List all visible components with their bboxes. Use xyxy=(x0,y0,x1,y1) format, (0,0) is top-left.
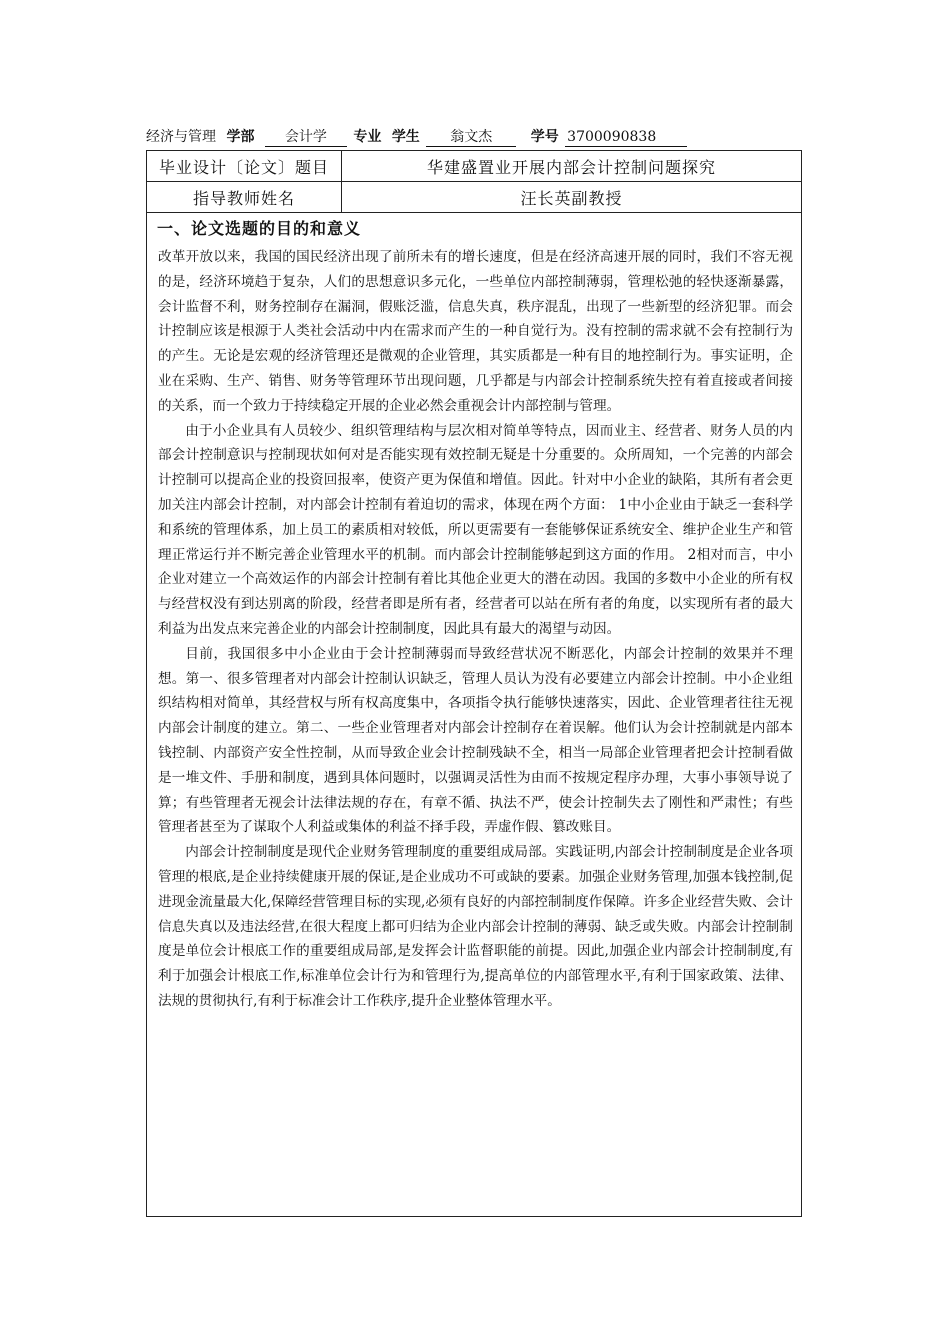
topic-value: 华建盛置业开展内部会计控制问题探究 xyxy=(426,157,716,177)
student-id-label: 学号 xyxy=(530,129,559,145)
paragraph: 改革开放以来，我国的国民经济出现了前所未有的增长速度，但是在经济高速开展的同时，我们不容无视的是，经济环境趋于复杂，人们的思想意识多元化，一些单位内部控制薄弱，管理松弛的轻快逐渐暴露，会计监督不利，财务控制存在漏洞，假账泛滥，信息失真，秩序混乱，出现了一些新型的经济犯罪。而会计控制应该是根源于人类社会活动中内在需求而产生的一种自觉行为。没有控制的需求就不会有控制行为的产生。无论是宏观的经济管理还是微观的企业管理，其实质都是一种有目的地控制行为。事实证明，企业在采购、生产、销售、财务等管理环节出现问题，几乎都是与内部会计控制系统失控有着直接或者间接的关系，而一个致力于持续稳定开展的企业必然会重视会计内部控制与管理。 xyxy=(158,249,793,414)
section-body xyxy=(158,245,793,1014)
major-name: 会计学 xyxy=(265,128,347,147)
paragraph: 由于小企业具有人员较少、组织管理结构与层次相对简单等特点，因而业主、经营者、财务人员的内部会计控制意识与控制现状如何对是否能实现有效控制无疑是十分重要的。众所周知，一个完善的内部会计控制可以提高企业的投资回报率，使资产更为保值和增值。因此。针对中小企业的缺陷，其所有者会更加关注内部会计控制，对内部会计控制有着迫切的需求，体现在两个方面： 1中小企业由于缺乏一套科学和系统的管理体系，加上员工的素质相对较低，所以更需要有一套能够保证系统安全、维护企业生产和管理正常运行并不断完善企业管理水平的机制。而内部会计控制能够起到这方面的作用。 2相对而言，中小企业对建立一个高效运作的内部会计控制有着比其他企业更大的潜在动因。我国的多数中小企业的所有权与经营权没有到达别离的阶段，经营者即是所有者，经营者可以站在所有者的角度，以实现所有者的最大利益为出发点来完善企业的内部会计控制制度，因此具有最大的渴望与动因。 xyxy=(158,422,793,637)
advisor-row xyxy=(147,182,801,213)
thesis-form xyxy=(146,150,802,1217)
advisor-value: 汪长英副教授 xyxy=(520,188,623,208)
student-info-header xyxy=(146,126,806,148)
section-title: 一、论文选题的目的和意义 xyxy=(157,219,362,238)
topic-label: 毕业设计〔论文〕题目 xyxy=(147,151,342,181)
paragraph: 目前，我国很多中小企业由于会计控制薄弱而导致经营状况不断恶化，内部会计控制的效果并不理想。第一、很多管理者对内部会计控制认识缺乏，管理人员认为没有必要建立内部会计控制。中小企业组织结构相对简单，其经营权与所有权高度集中，各项指令执行能够快速落实，因此、企业管理者往往无视内部会计制度的建立。第二、一些企业管理者对内部会计控制存在着误解。他们认为会计控制就是内部本钱控制、内部资产安全性控制，从而导致企业会计控制残缺不全，相当一局部企业管理者把会计控制看做是一堆文件、手册和制度，遇到具体问题时，以强调灵活性为由而不按规定程序办理，大事小事领导说了算；有些管理者无视会计法律法规的存在，有章不循、执法不严，使会计控制失去了刚性和严肃性；有些管理者甚至为了谋取个人利益或集体的利益不择手段，弄虚作假、篡改账目。 xyxy=(158,645,793,836)
student-label: 学生 xyxy=(391,129,420,145)
major-label: 专业 xyxy=(353,129,382,145)
student-name: 翁文杰 xyxy=(426,128,516,147)
school-label: 学部 xyxy=(226,129,255,145)
school-name: 经济与管理 xyxy=(146,129,216,145)
paragraph: 内部会计控制制度是现代企业财务管理制度的重要组成局部。实践证明,内部会计控制制度是企业各项管理的根底,是企业持续健康开展的保证,是企业成功不可或缺的要素。加强企业财务管理,加强本钱控制,促进现金流量最大化,保障经营管理目标的实现,必须有良好的内部控制制度作保障。许多企业经营失败、会计信息失真以及违法经营,在很大程度上都可归结为企业内部会计控制的薄弱、缺乏或失败。内部会计控制制度是单位会计根底工作的重要组成局部,是发挥会计监督职能的前提。因此,加强企业内部会计控制制度,有利于加强会计根底工作,标准单位会计行为和管理行为,提高单位的内部管理水平,有利于国家政策、法律、法规的贯彻执行,有利于标准会计工作秩序,提升企业整体管理水平。 xyxy=(158,844,793,1009)
student-id: 3700090838 xyxy=(565,128,687,147)
advisor-label: 指导教师姓名 xyxy=(147,182,342,212)
topic-row xyxy=(147,151,801,182)
